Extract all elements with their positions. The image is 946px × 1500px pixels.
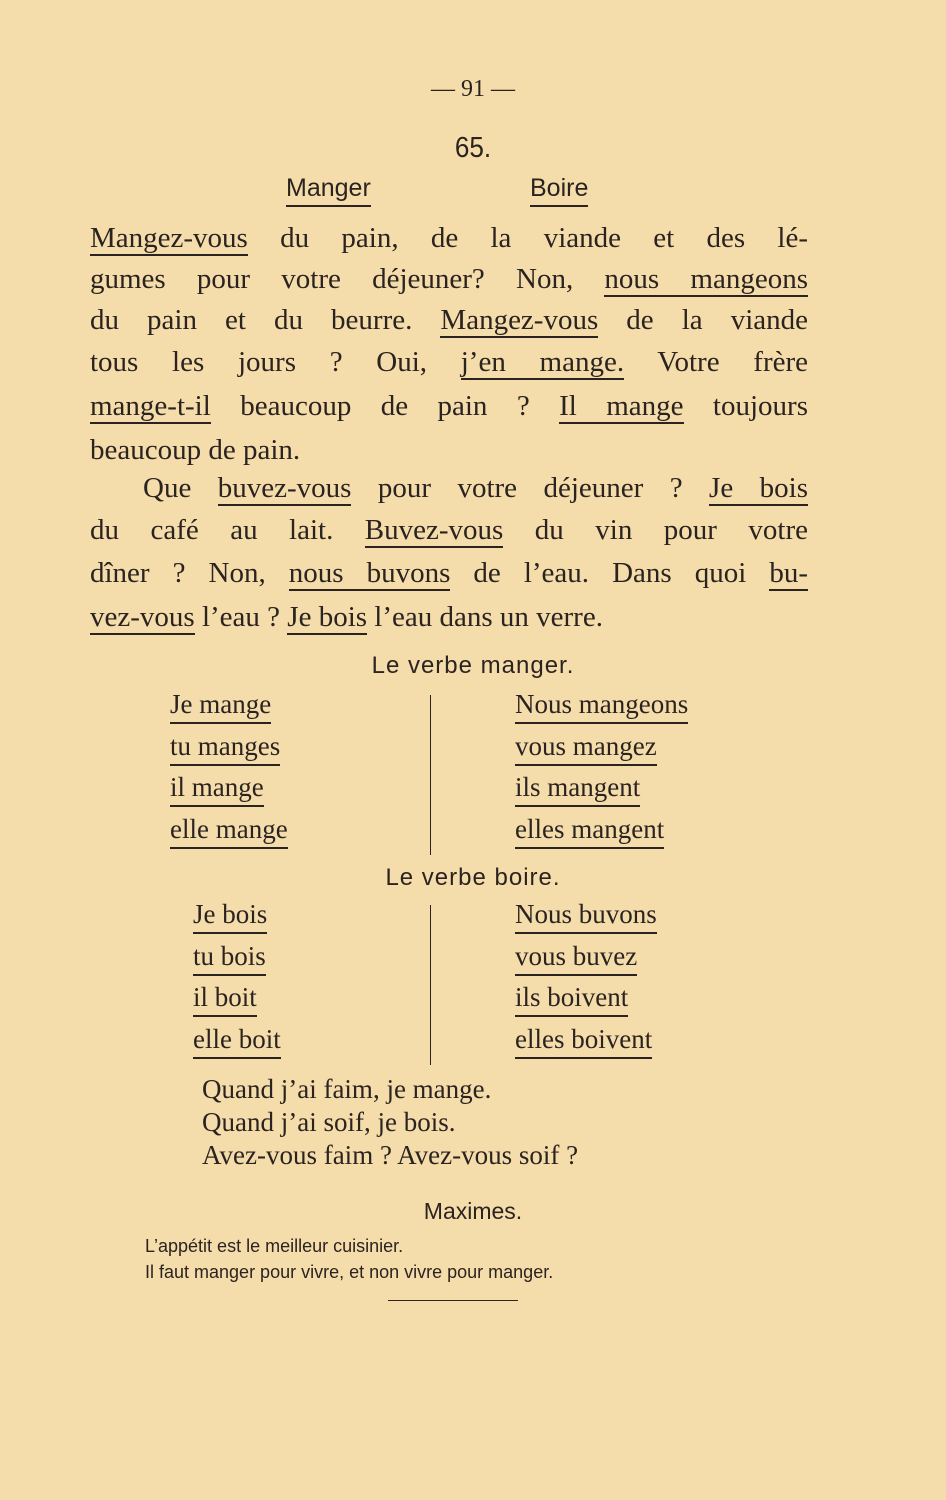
underlined-phrase: buvez-vous [217,472,352,504]
conjugation-form: Nous buvons [515,898,657,934]
page-number: — 91 — [431,76,515,102]
boire-table-title: Le verbe boire. [385,864,561,891]
conjugation-form: tu bois [193,940,266,976]
text-line [90,600,808,634]
text-line [90,389,808,423]
conjugation-form: elle boit [193,1023,281,1059]
text-line [90,556,808,590]
text-segment: dîner ? Non, [90,557,289,589]
underlined-phrase: nous mangeons [604,263,808,295]
conjugation-form: tu manges [170,730,280,766]
conjugation-form: Je mange [170,688,271,724]
text-segment: du vin pour votre [503,514,808,546]
text-line [143,471,808,505]
divider [430,695,431,855]
underlined-phrase: Buvez-vous [364,514,504,546]
underlined-phrase: Il mange [559,390,684,422]
text-line [90,433,808,467]
text-segment: de la viande [598,304,808,336]
text-segment: Que [143,472,218,504]
text-segment: du café au lait. [90,514,365,546]
conjugation-form: vous buvez [515,940,637,976]
heading-manger: Manger [286,174,371,207]
conjugation-form: il mange [170,771,264,807]
sentence: Quand j’ai faim, je mange. [202,1074,492,1104]
text-segment: l’eau dans un verre. [367,601,603,633]
underlined-phrase: nous buvons [288,557,451,589]
text-line [90,303,808,337]
text-line [90,221,808,255]
maxim: Il faut manger pour vivre, et non vivre pour manger. [145,1262,554,1282]
divider [430,905,431,1065]
conjugation-form: ils mangent [515,771,640,807]
end-rule [388,1300,518,1301]
maxim: L’appétit est le meilleur cuisinier. [145,1236,404,1256]
heading-boire: Boire [530,174,588,207]
conjugation-form: Je bois [193,898,267,934]
underlined-phrase: vez-vous [90,601,195,633]
underlined-phrase: mange-t-il [90,390,211,422]
text-line [90,262,808,296]
conjugation-form: elle mange [170,813,288,849]
text-segment: Votre frère [624,346,808,378]
sentence: Avez-vous faim ? Avez-vous soif ? [202,1140,579,1170]
text-segment: toujours [683,390,808,422]
underlined-phrase: j’en mange. [460,346,625,378]
underlined-phrase: Mangez-vous [90,222,248,254]
text-segment: de l’eau. Dans quoi [450,557,770,589]
underlined-phrase: Je bois [287,601,368,633]
text-segment: l’eau ? [194,601,288,633]
text-segment: gumes pour votre déjeuner? Non, [90,263,605,295]
conjugation-form: Nous mangeons [515,688,688,724]
maximes-title: Maximes. [423,1198,523,1224]
text-line [90,345,808,379]
text-line [90,513,808,547]
conjugation-form: il boit [193,981,257,1017]
underlined-phrase: bu- [769,557,808,589]
conjugation-form: elles mangent [515,813,664,849]
text-segment: pour votre déjeuner ? [351,472,710,504]
conjugation-form: elles boivent [515,1023,652,1059]
underlined-phrase: Je bois [709,472,808,504]
sentence: Quand j’ai soif, je bois. [202,1107,456,1137]
manger-table-title: Le verbe manger. [371,652,575,679]
lesson-number: 65. [454,132,492,164]
conjugation-form: vous mangez [515,730,657,766]
text-segment: du pain, de la viande et des lé- [247,222,808,254]
underlined-phrase: Mangez-vous [440,304,599,336]
text-segment: du pain et du beurre. [90,304,441,336]
text-segment: beaucoup de pain ? [210,390,560,422]
text-segment: beaucoup de pain. [90,434,301,466]
conjugation-form: ils boivent [515,981,628,1017]
text-segment: tous les jours ? Oui, [90,346,461,378]
